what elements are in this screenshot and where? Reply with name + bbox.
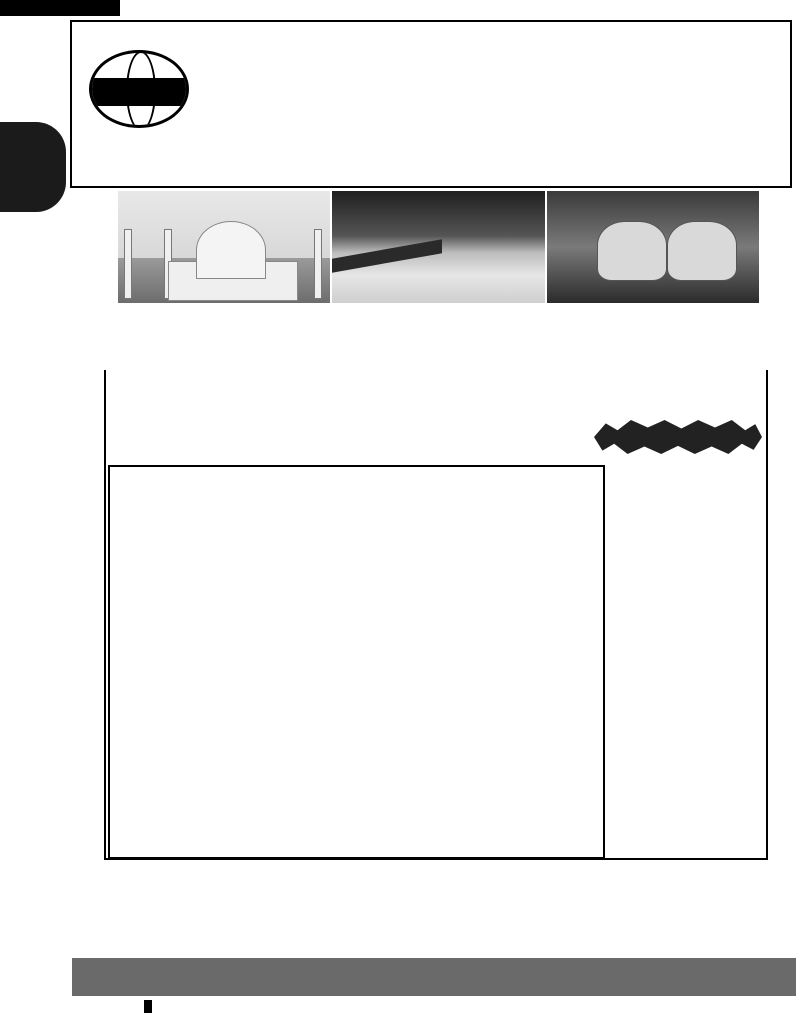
recruit-banner — [72, 958, 796, 996]
section-tab — [0, 122, 66, 212]
logo-text — [90, 78, 189, 106]
ad-tag — [0, 0, 120, 16]
beach-pier-photo — [332, 191, 544, 303]
tour-price-table — [108, 465, 605, 859]
contact-header — [70, 20, 792, 188]
page-footer — [120, 1000, 158, 1013]
taj-mahal-photo — [118, 191, 330, 303]
globe-icon — [89, 50, 189, 128]
elephant-statue-photo — [547, 191, 759, 303]
agency-logo — [84, 40, 194, 160]
welcome-line — [104, 923, 114, 954]
photo-strip — [118, 191, 759, 303]
notes-panel — [605, 465, 768, 859]
edition-tag — [144, 1000, 152, 1013]
